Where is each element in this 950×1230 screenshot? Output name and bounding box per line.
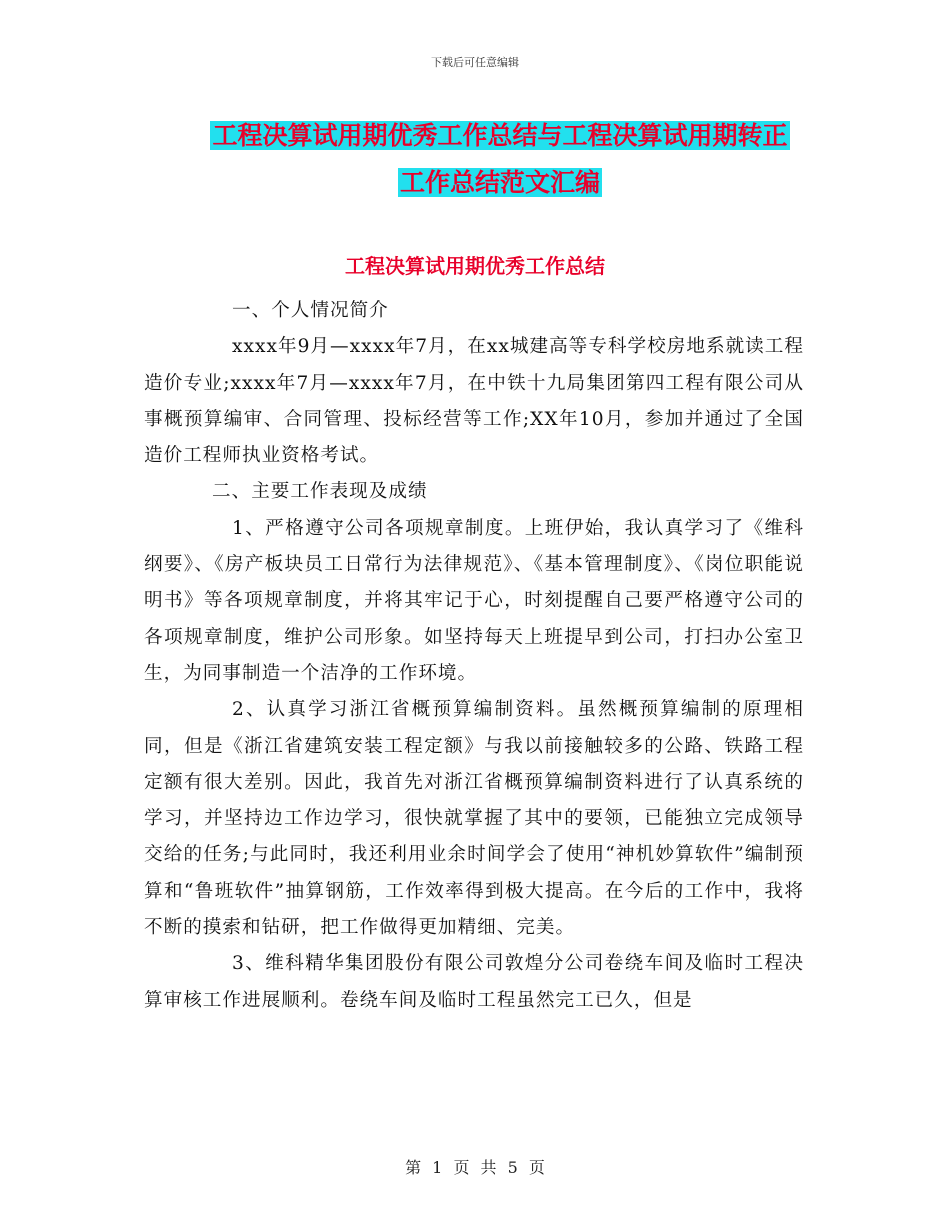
title-line-1: 工程决算试用期优秀工作总结与工程决算试用期转正 <box>212 121 788 150</box>
page-footer: 第 1 页 共 5 页 <box>405 1158 545 1177</box>
header-note: 下载后可任意编辑 <box>431 56 519 69</box>
paragraph-item-1: 1、严格遵守公司各项规章制度。上班伊始，我认真学习了《维科纲要》、《房产板块员工日常行为法律规范》、《基本管理制度》、《岗位职能说明书》等各项规章制度，并将其牢记于心，时刻提醒自己要严格遵守公司的各项规章制度，维护公司形象。如坚持每天上班提早到公司，打扫办公室卫生，为同事制造一个洁净的工作环境。 <box>144 517 804 684</box>
heading-main-work: 二、主要工作表现及成绩 <box>212 481 428 503</box>
paragraph-personal-info: xxxx年9月—xxxx年7月，在xx城建高等专科学校房地系就读工程造价专业;xxxx年7月—xxxx年7月，在中铁十九局集团第四工程有限公司从事概预算编审、合同管理、投标经营等工作;XX年10月，参加并通过了全国造价工程师执业资格考试。 <box>144 336 804 467</box>
paragraph-item-3: 3、维科精华集团股份有限公司敦煌分公司卷绕车间及临时工程决算审核工作进展顺利。卷绕车间及临时工程虽然完工已久，但是 <box>144 953 804 1011</box>
section-title: 工程决算试用期优秀工作总结 <box>345 254 605 278</box>
document-title <box>190 112 810 206</box>
heading-personal-info: 一、个人情况简介 <box>232 300 389 321</box>
title-line-2: 工作总结范文汇编 <box>399 168 600 197</box>
paragraph-item-2: 2、认真学习浙江省概预算编制资料。虽然概预算编制的原理相同，但是《浙江省建筑安装工程定额》与我以前接触较多的公路、铁路工程定额有很大差别。因此，我首先对浙江省概预算编制资料进行了认真系统的学习，并坚持边工作边学习，很快就掌握了其中的要领，已能独立完成领导交给的任务;与此同时，我还利用业余时间学会了使用“神机妙算软件”编制预算和“鲁班软件”抽算钢筋，工作效率得到极大提高。在今后的工作中，我将不断的摸索和钻研，把工作做得更加精细、完美。 <box>144 699 804 939</box>
document-body <box>144 293 804 1019</box>
